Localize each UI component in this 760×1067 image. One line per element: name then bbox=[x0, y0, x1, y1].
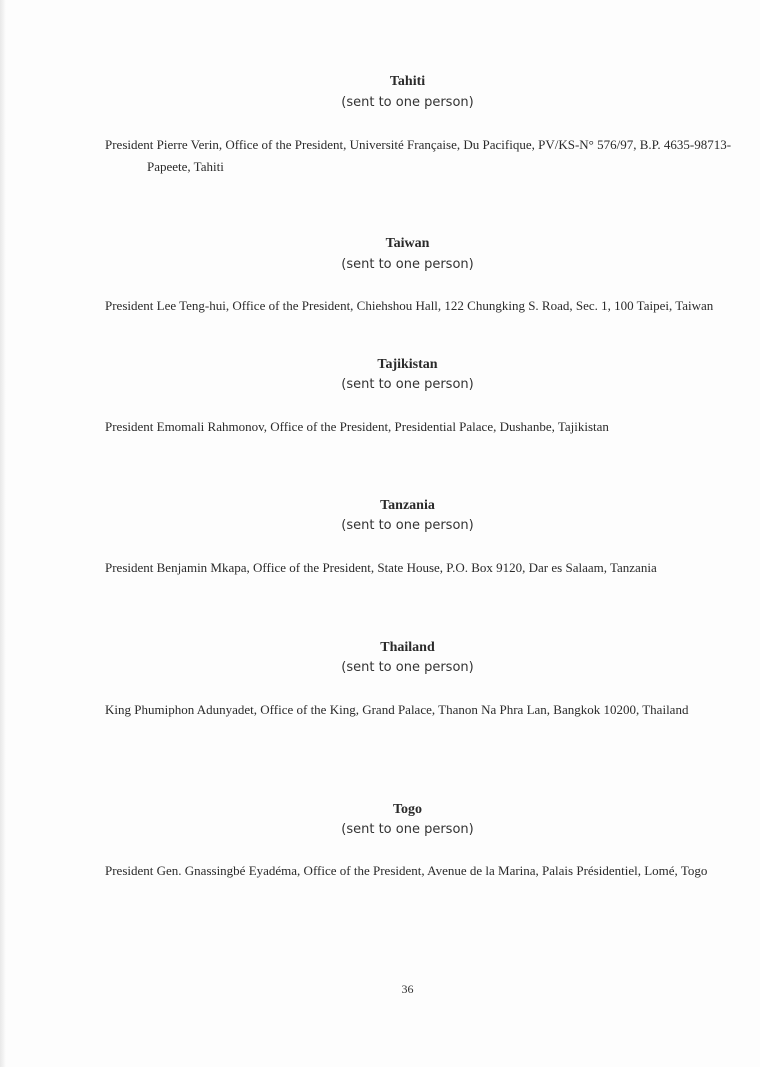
sent-note-tajikistan: (sent to one person) bbox=[341, 377, 474, 392]
address-entry-tajikistan: President Emomali Rahmonov, Office of the President, Presidential Palace, Dushanbe, Tajikistan bbox=[105, 419, 609, 434]
country-heading-taiwan: Taiwan bbox=[385, 236, 430, 251]
sent-note-tanzania: (sent to one person) bbox=[341, 518, 474, 533]
address-entry-tanzania: President Benjamin Mkapa, Office of the President, State House, P.O. Box 9120, Dar es Salaam, Tanzania bbox=[105, 560, 657, 575]
country-heading-thailand: Thailand bbox=[380, 640, 435, 655]
page-number: 36 bbox=[401, 982, 414, 996]
address-entry-taiwan: President Lee Teng-hui, Office of the President, Chiehshou Hall, 122 Chungking S. Road, Sec. 1, 100 Taipei, Taiwan bbox=[105, 298, 714, 313]
sent-note-tahiti: (sent to one person) bbox=[341, 95, 474, 110]
country-heading-togo: Togo bbox=[392, 802, 423, 817]
country-heading-tajikistan: Tajikistan bbox=[377, 357, 438, 372]
sent-note-thailand: (sent to one person) bbox=[341, 660, 474, 675]
sent-note-togo: (sent to one person) bbox=[341, 822, 474, 837]
address-entry-tahiti: President Pierre Verin, Office of the President, Université Française, Du Pacifique, PV/KS-N° 576/97, B.P. 4635-98713-Papeete, Tahiti bbox=[105, 137, 732, 174]
address-entry-thailand: King Phumiphon Adunyadet, Office of the King, Grand Palace, Thanon Na Phra Lan, Bangkok 10200, Thailand bbox=[105, 702, 689, 717]
country-heading-tanzania: Tanzania bbox=[380, 498, 435, 513]
address-entry-togo: President Gen. Gnassingbé Eyadéma, Office of the President, Avenue de la Marina, Palais Présidentiel, Lomé, Togo bbox=[105, 863, 708, 878]
country-heading-tahiti: Tahiti bbox=[389, 74, 426, 89]
sent-note-taiwan: (sent to one person) bbox=[341, 257, 474, 272]
